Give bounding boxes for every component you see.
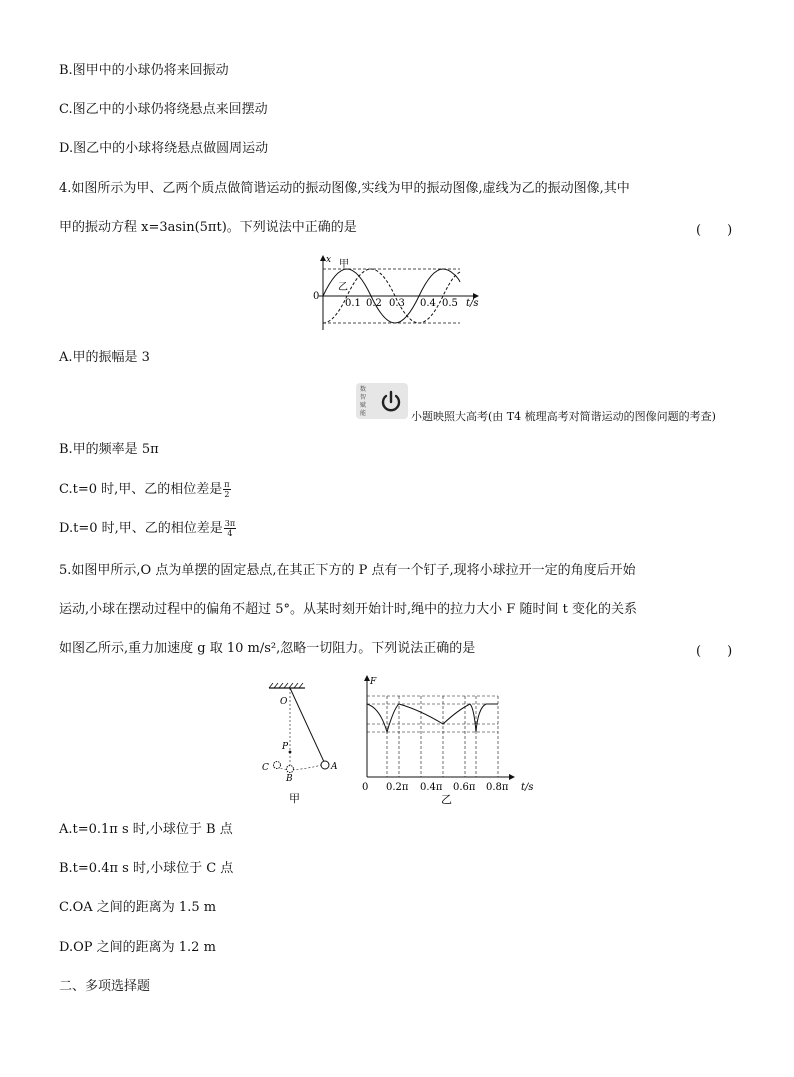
q4-option-c-fraction: $\frac{\pi}{2}$	[224, 480, 230, 499]
q4-option-a: A.甲的振幅是 3	[59, 350, 150, 365]
power-icon[interactable]	[378, 389, 404, 415]
q4-t-axis-label: t/s	[466, 298, 479, 309]
q5-t-axis-label: t/s	[521, 782, 534, 793]
q4-origin: 0	[313, 291, 320, 302]
q5-f-axis-label: F	[370, 677, 377, 687]
q4-stem-line2: 甲的振动方程 x=3asin(5πt)。下列说法中正确的是	[59, 220, 357, 235]
q4-answer-paren: ( )	[696, 223, 733, 238]
q4-tick-4: 0.4	[420, 298, 436, 309]
q5-point-b: B	[286, 774, 293, 784]
q4-yi-label: 乙	[338, 282, 348, 293]
q4-option-b: B.甲的频率是 5π	[59, 442, 159, 457]
q4-option-d	[59, 519, 236, 538]
q5-point-p: P	[282, 742, 289, 752]
q5-point-a: A	[331, 762, 338, 772]
q4-vibration-graph	[300, 252, 500, 334]
q4-option-d-fraction: $\frac{3\pi}{4}$	[224, 519, 236, 538]
q5-tick-4: 0.8π	[486, 782, 509, 793]
q5-caption-jia: 甲	[289, 792, 300, 805]
q4-stem-line1: 4.如图所示为甲、乙两个质点做简谐运动的振动图像,实线为甲的振动图像,虚线为乙的振动图像,其中	[59, 181, 630, 196]
q5-force-time-graph	[358, 672, 548, 808]
badge-caption: 数智赋能	[360, 386, 367, 417]
q5-tick-3: 0.6π	[453, 782, 476, 793]
q4-tick-3: 0.3	[389, 298, 405, 309]
option-c-prev: C.图乙中的小球仍将绕悬点来回摆动	[59, 102, 268, 117]
q5-option-a: A.t=0.1π s 时,小球位于 B 点	[59, 822, 233, 837]
q4-x-axis-label: x	[326, 255, 332, 265]
q5-option-b: B.t=0.4π s 时,小球位于 C 点	[59, 861, 234, 876]
q5-point-c: C	[262, 763, 269, 773]
q4-option-d-text: D.t=0 时,甲、乙的相位差是	[59, 521, 223, 536]
badge-link-text[interactable]: 小题映照大高考(由 T4 梳理高考对简谐运动的图像问题的考查)	[411, 410, 716, 423]
q5-caption-yi: 乙	[441, 793, 452, 806]
q4-option-c-text: C.t=0 时,甲、乙的相位差是	[59, 482, 223, 497]
q5-option-c: C.OA 之间的距离为 1.5 m	[59, 900, 217, 915]
q5-tick-1: 0.2π	[386, 782, 409, 793]
q4-jia-label: 甲	[339, 259, 349, 270]
q5-tick-2: 0.4π	[420, 782, 443, 793]
option-d-prev: D.图乙中的小球将绕悬点做圆周运动	[59, 141, 269, 156]
q5-stem-line2: 运动,小球在摆动过程中的偏角不超过 5°。从某时刻开始计时,绳中的拉力大小 F 随时间 t 变化的关系	[59, 602, 637, 617]
q5-stem-line1: 5.如图甲所示,O 点为单摆的固定悬点,在其正下方的 P 点有一个钉子,现将小球拉开一定的角度后开始	[59, 563, 636, 578]
q5-origin: 0	[362, 782, 369, 793]
q5-answer-paren: ( )	[696, 644, 733, 659]
section-heading-multiple-choice: 二、多项选择题	[59, 979, 151, 994]
q5-pendulum-figure	[255, 680, 355, 808]
q4-tick-1: 0.1	[345, 298, 361, 309]
q4-tick-2: 0.2	[366, 298, 382, 309]
q5-option-d: D.OP 之间的距离为 1.2 m	[59, 940, 216, 955]
q5-stem-line3: 如图乙所示,重力加速度 g 取 10 m/s²,忽略一切阻力。下列说法正确的是	[59, 641, 476, 656]
q5-point-o: O	[280, 697, 288, 707]
q4-option-c	[59, 480, 231, 499]
q4-tick-5: 0.5	[442, 298, 458, 309]
option-b-prev: B.图甲中的小球仍将来回振动	[59, 63, 229, 78]
